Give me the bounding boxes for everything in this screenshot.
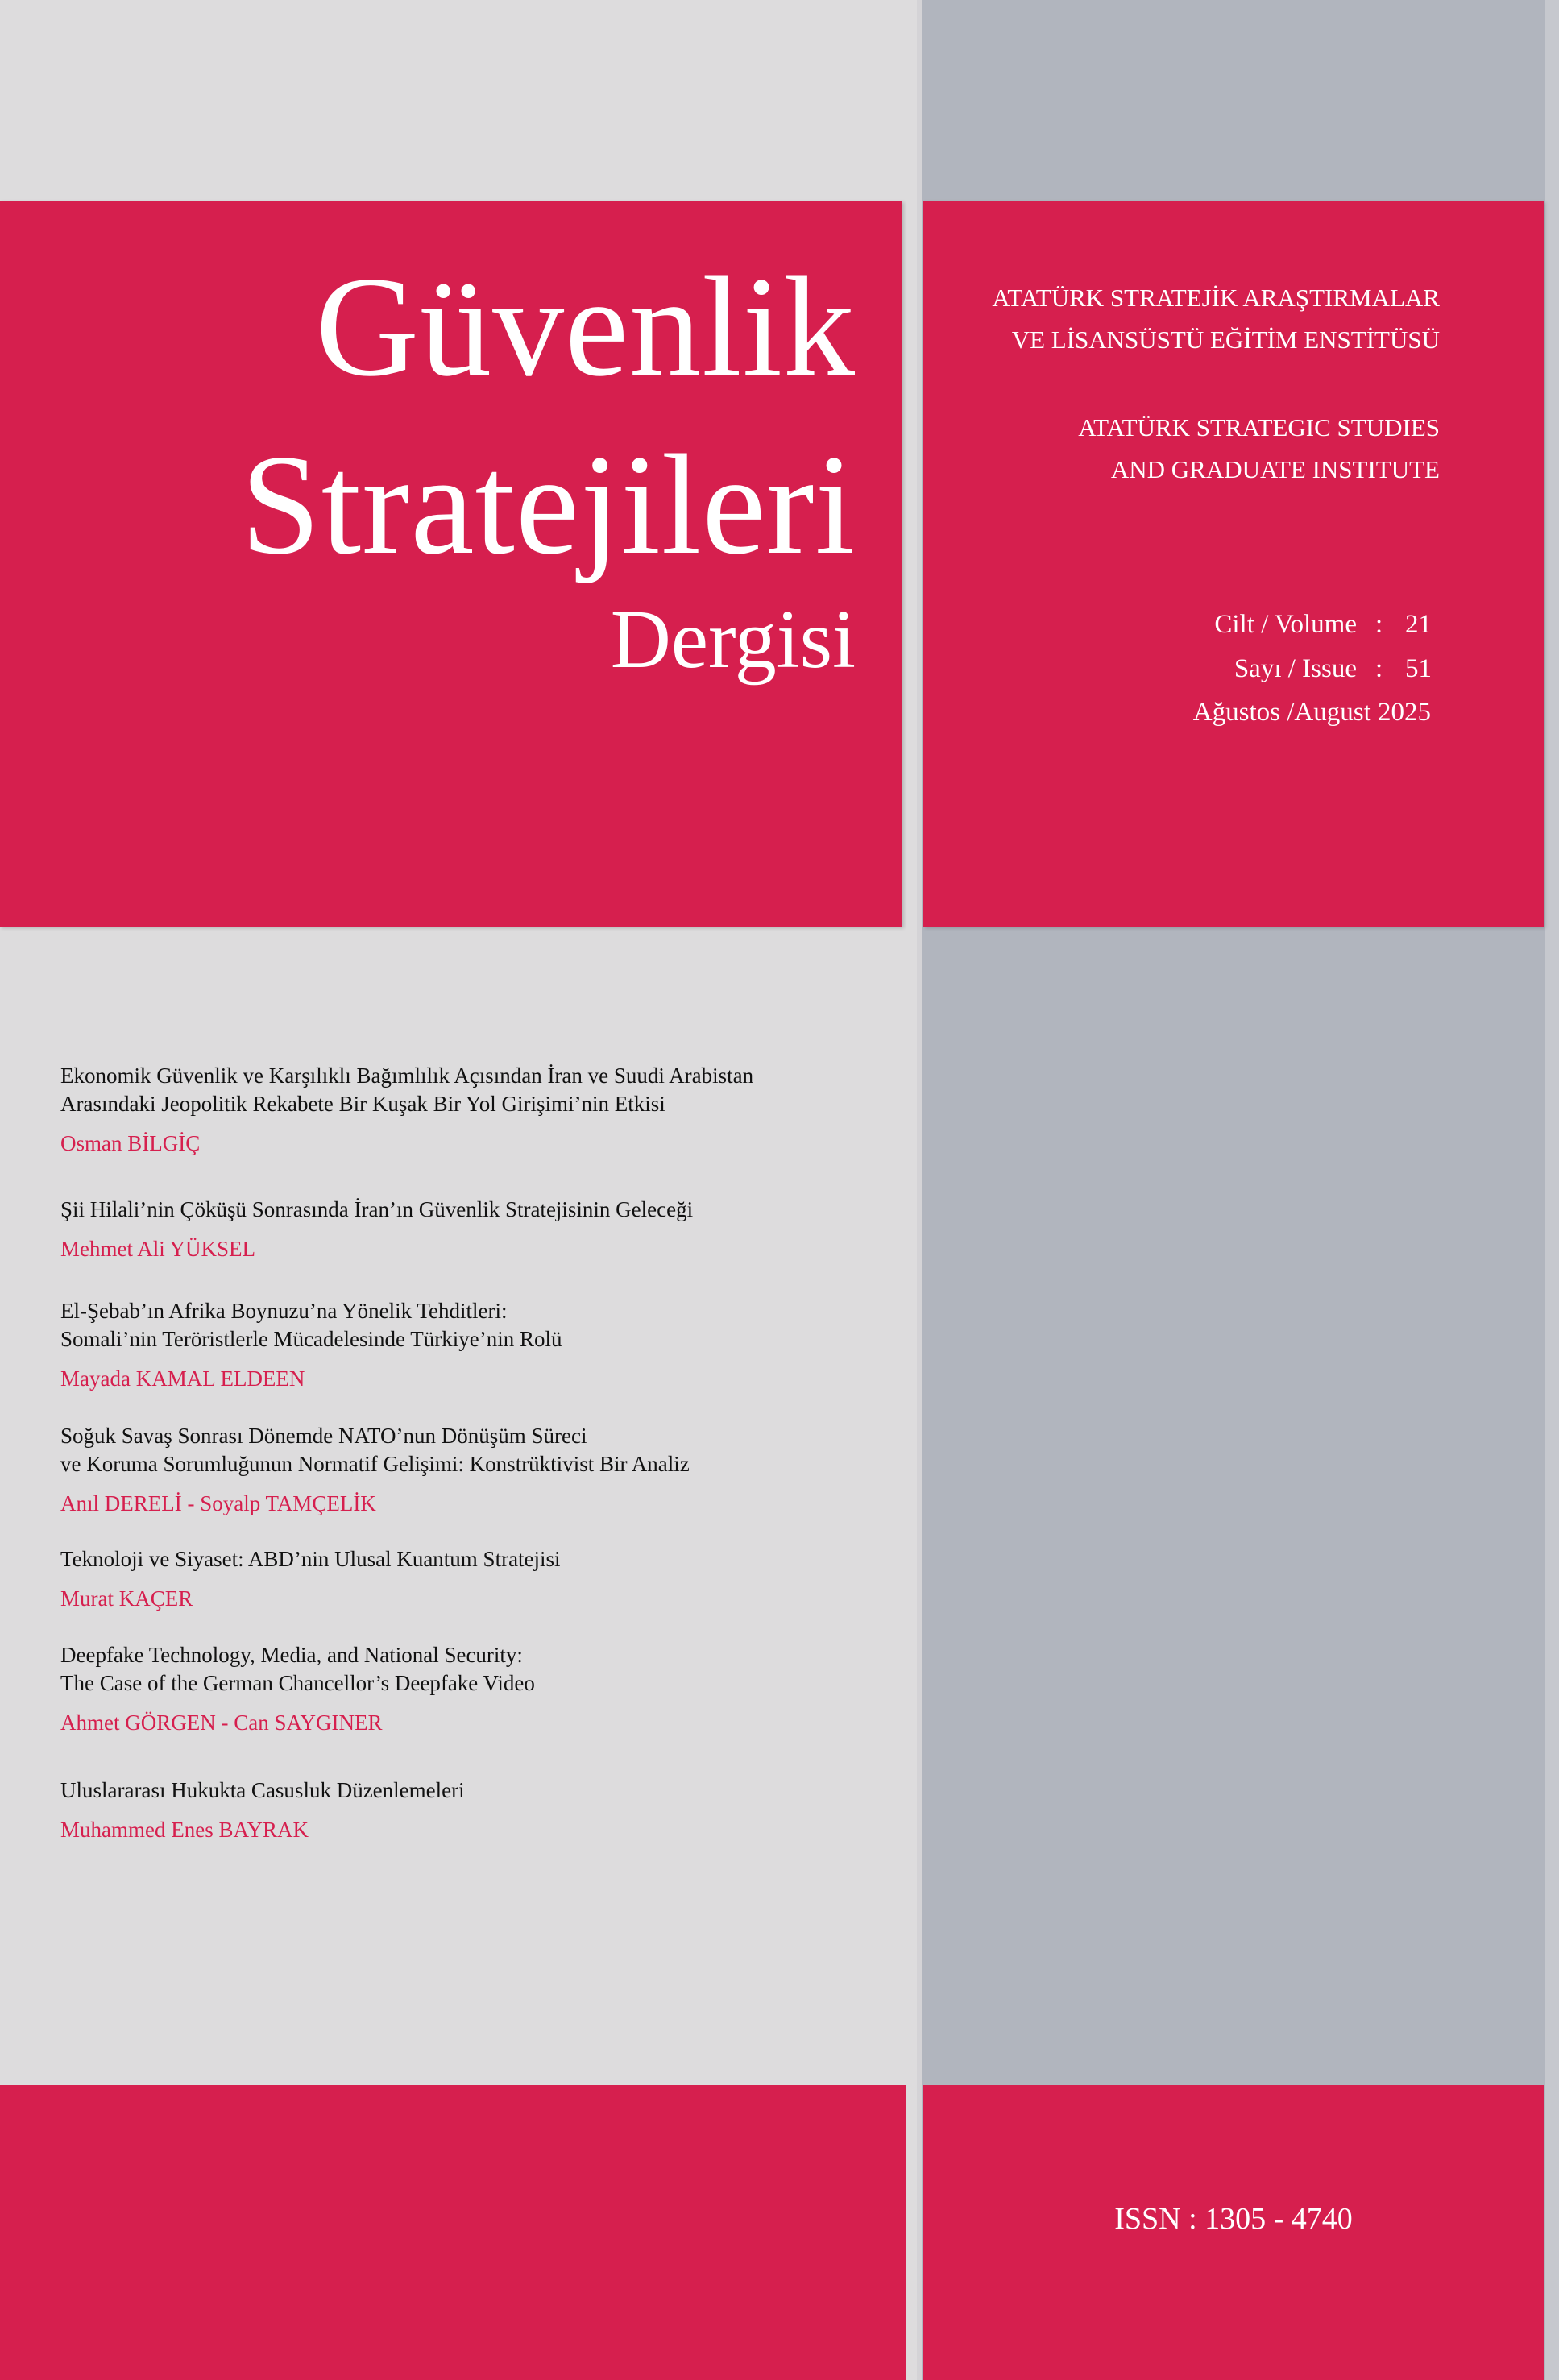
page-edge [1545, 0, 1559, 2380]
article-title-line: Ekonomik Güvenlik ve Karşılıklı Bağımlılık Açısından İran ve Suudi Arabistan [60, 1064, 754, 1088]
bottom-right-band [923, 2085, 1544, 2380]
article-title-line: Soğuk Savaş Sonrası Dönemde NATO’nun Dönüşüm Süreci [60, 1424, 587, 1448]
article-authors: Ahmet GÖRGEN - Can SAYGINER [60, 1710, 383, 1735]
volume-value: 21 [1405, 610, 1432, 639]
volume-separator: : [1375, 610, 1383, 639]
article-title-line: Arasındaki Jeopolitik Rekabete Bir Kuşak Bir Yol Girişimi’nin Etkisi [60, 1092, 665, 1116]
article-authors: Mehmet Ali YÜKSEL [60, 1237, 255, 1261]
article-title-line: Teknoloji ve Siyaset: ABD’nin Ulusal Kuantum Stratejisi [60, 1547, 561, 1571]
article-authors: Anıl DERELİ - Soyalp TAMÇELİK [60, 1491, 376, 1515]
article-title-line: Uluslararası Hukukta Casusluk Düzenlemeleri [60, 1778, 465, 1802]
article-authors: Muhammed Enes BAYRAK [60, 1818, 309, 1842]
issue-label: Sayı / Issue [1234, 654, 1357, 683]
article-title-line: Şii Hilali’nin Çöküşü Sonrasında İran’ın Güvenlik Stratejisinin Geleceği [60, 1197, 694, 1221]
article-title-line: Deepfake Technology, Media, and National Security: [60, 1643, 523, 1667]
institute-name-turkish-line-2: VE LİSANSÜSTÜ EĞİTİM ENSTİTÜSÜ [1011, 325, 1440, 354]
issue-value: 51 [1405, 654, 1432, 683]
institute-name-english-line-1: ATATÜRK STRATEGIC STUDIES [1078, 413, 1440, 442]
institute-block [923, 201, 1544, 927]
issue-separator: : [1375, 654, 1383, 683]
journal-title-line-3: Dergisi [610, 593, 856, 686]
article-title-line: The Case of the German Chancellor’s Deepfake Video [60, 1671, 535, 1695]
volume-label: Cilt / Volume [1214, 610, 1357, 639]
bottom-left-band [0, 2085, 906, 2380]
article-authors: Osman BİLGİÇ [60, 1131, 201, 1155]
issn-number: ISSN : 1305 - 4740 [1114, 2202, 1353, 2236]
article-title-line: ve Koruma Sorumluğunun Normatif Gelişimi: Konstrüktivist Bir Analiz [60, 1452, 690, 1476]
journal-title-line-1: Güvenlik [315, 247, 856, 406]
article-title-line: Somali’nin Teröristlerle Mücadelesinde Türkiye’nin Rolü [60, 1327, 562, 1351]
article-authors: Mayada KAMAL ELDEEN [60, 1366, 305, 1391]
journal-title-line-2: Stratejileri [240, 425, 856, 584]
article-authors: Murat KAÇER [60, 1586, 193, 1611]
institute-name-english-line-2: AND GRADUATE INSTITUTE [1110, 455, 1440, 483]
journal-title-block [0, 201, 902, 927]
issue-date: Ağustos /August 2025 [1192, 698, 1431, 727]
institute-name-turkish-line-1: ATATÜRK STRATEJİK ARAŞTIRMALAR [992, 284, 1440, 312]
article-title-line: El-Şebab’ın Afrika Boynuzu’na Yönelik Tehditleri: [60, 1299, 508, 1323]
